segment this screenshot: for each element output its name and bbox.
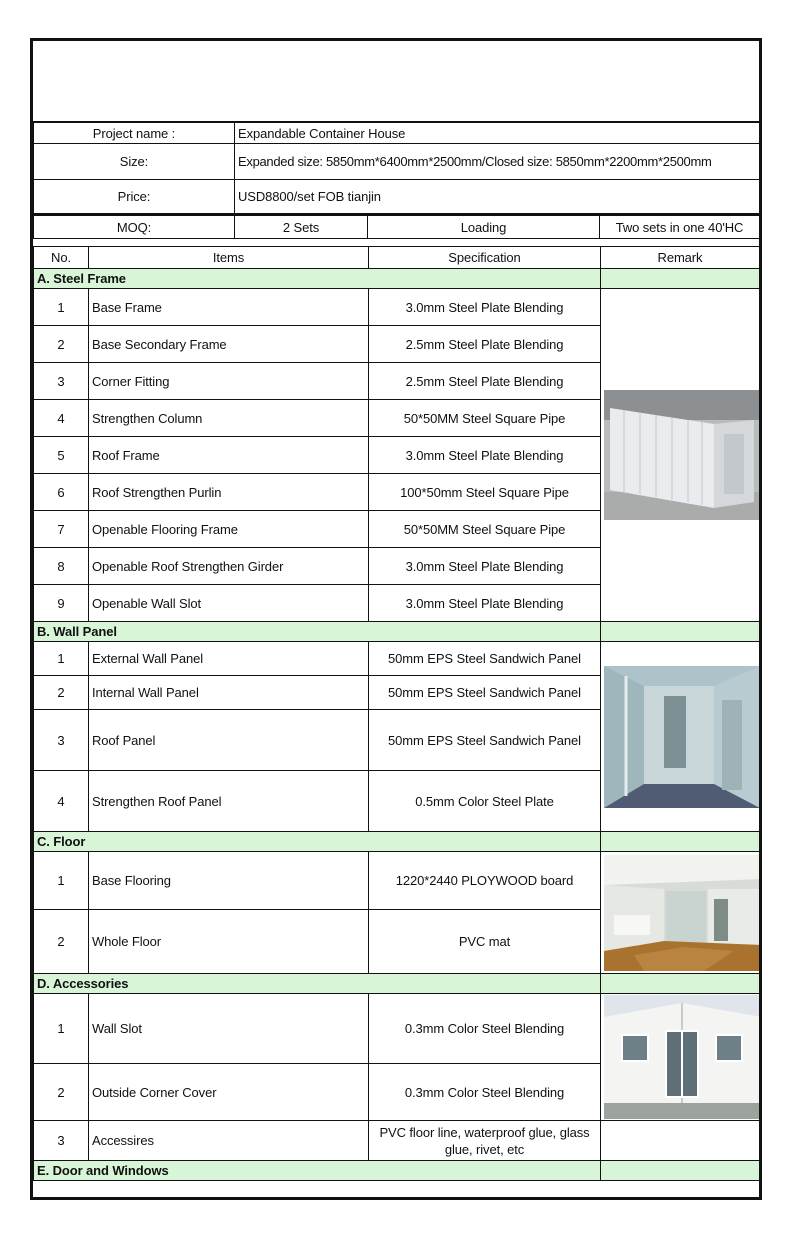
section-title: C. Floor xyxy=(34,832,601,852)
table-row: 6 Roof Strengthen Purlin 100*50mm Steel Square Pipe xyxy=(34,474,760,511)
table-row: 3 Roof Panel 50mm EPS Steel Sandwich Panel xyxy=(34,710,760,771)
column-header-row xyxy=(34,247,760,269)
size-row xyxy=(34,144,760,180)
table-row: 2 Internal Wall Panel 50mm EPS Steel Sandwich Panel xyxy=(34,676,760,710)
room-floor-photo xyxy=(604,855,760,971)
section-title: D. Accessories xyxy=(34,974,601,994)
specification-table xyxy=(33,246,760,1181)
moq-row xyxy=(34,215,760,239)
container-exterior-photo xyxy=(604,390,760,520)
price-row xyxy=(34,180,760,215)
col-no: No. xyxy=(34,247,89,269)
table-row: 3 Accessires PVC floor line, waterproof glue, glass glue, rivet, etc xyxy=(34,1121,760,1161)
moq-label: MOQ: xyxy=(34,215,235,239)
spec-sheet xyxy=(30,38,762,1200)
remark-photo-cell xyxy=(601,289,760,622)
size-label: Size: xyxy=(34,144,235,180)
section-title: B. Wall Panel xyxy=(34,622,601,642)
price-value: USD8800/set FOB tianjin xyxy=(235,180,760,215)
table-row: 3 Corner Fitting 2.5mm Steel Plate Blending xyxy=(34,363,760,400)
remark-photo-cell xyxy=(601,642,760,832)
col-items: Items xyxy=(89,247,369,269)
section-title: A. Steel Frame xyxy=(34,269,601,289)
loading-label: Loading xyxy=(368,215,600,239)
corridor-interior-photo xyxy=(604,666,760,808)
moq-value: 2 Sets xyxy=(235,215,368,239)
section-steel-frame xyxy=(34,269,760,289)
table-row: 2 Base Secondary Frame 2.5mm Steel Plate Blending xyxy=(34,326,760,363)
section-wall-panel xyxy=(34,622,760,642)
project-info-table xyxy=(33,122,760,239)
loading-value: Two sets in one 40'HC xyxy=(600,215,760,239)
table-row: 1 Wall Slot 0.3mm Color Steel Blending xyxy=(34,994,760,1064)
table-row: 1 Base Flooring 1220*2440 PLOYWOOD board xyxy=(34,852,760,910)
table-row: 4 Strengthen Roof Panel 0.5mm Color Steel Plate xyxy=(34,771,760,832)
section-door-windows xyxy=(34,1161,760,1181)
col-spec: Specification xyxy=(369,247,601,269)
house-exterior-photo xyxy=(604,995,760,1119)
project-label: Project name : xyxy=(34,123,235,144)
project-row xyxy=(34,123,760,144)
section-accessories xyxy=(34,974,760,994)
table-row: 5 Roof Frame 3.0mm Steel Plate Blending xyxy=(34,437,760,474)
title-area xyxy=(33,41,759,123)
project-value: Expandable Container House xyxy=(235,123,760,144)
col-remark: Remark xyxy=(601,247,760,269)
size-value: Expanded size: 5850mm*6400mm*2500mm/Closed size: 5850mm*2200mm*2500mm xyxy=(235,144,760,180)
section-title: E. Door and Windows xyxy=(34,1161,601,1181)
section-floor xyxy=(34,832,760,852)
table-row: 2 Outside Corner Cover 0.3mm Color Steel Blending xyxy=(34,1064,760,1121)
table-row: 9 Openable Wall Slot 3.0mm Steel Plate Blending xyxy=(34,585,760,622)
table-row: 2 Whole Floor PVC mat xyxy=(34,910,760,974)
table-row: 8 Openable Roof Strengthen Girder 3.0mm Steel Plate Blending xyxy=(34,548,760,585)
table-row: 1 Base Frame 3.0mm Steel Plate Blending xyxy=(34,289,760,326)
table-row: 4 Strengthen Column 50*50MM Steel Square Pipe xyxy=(34,400,760,437)
table-row: 1 External Wall Panel 50mm EPS Steel Sandwich Panel xyxy=(34,642,760,676)
table-row: 7 Openable Flooring Frame 50*50MM Steel Square Pipe xyxy=(34,511,760,548)
remark-photo-cell xyxy=(601,994,760,1121)
price-label: Price: xyxy=(34,180,235,215)
remark-photo-cell xyxy=(601,852,760,974)
